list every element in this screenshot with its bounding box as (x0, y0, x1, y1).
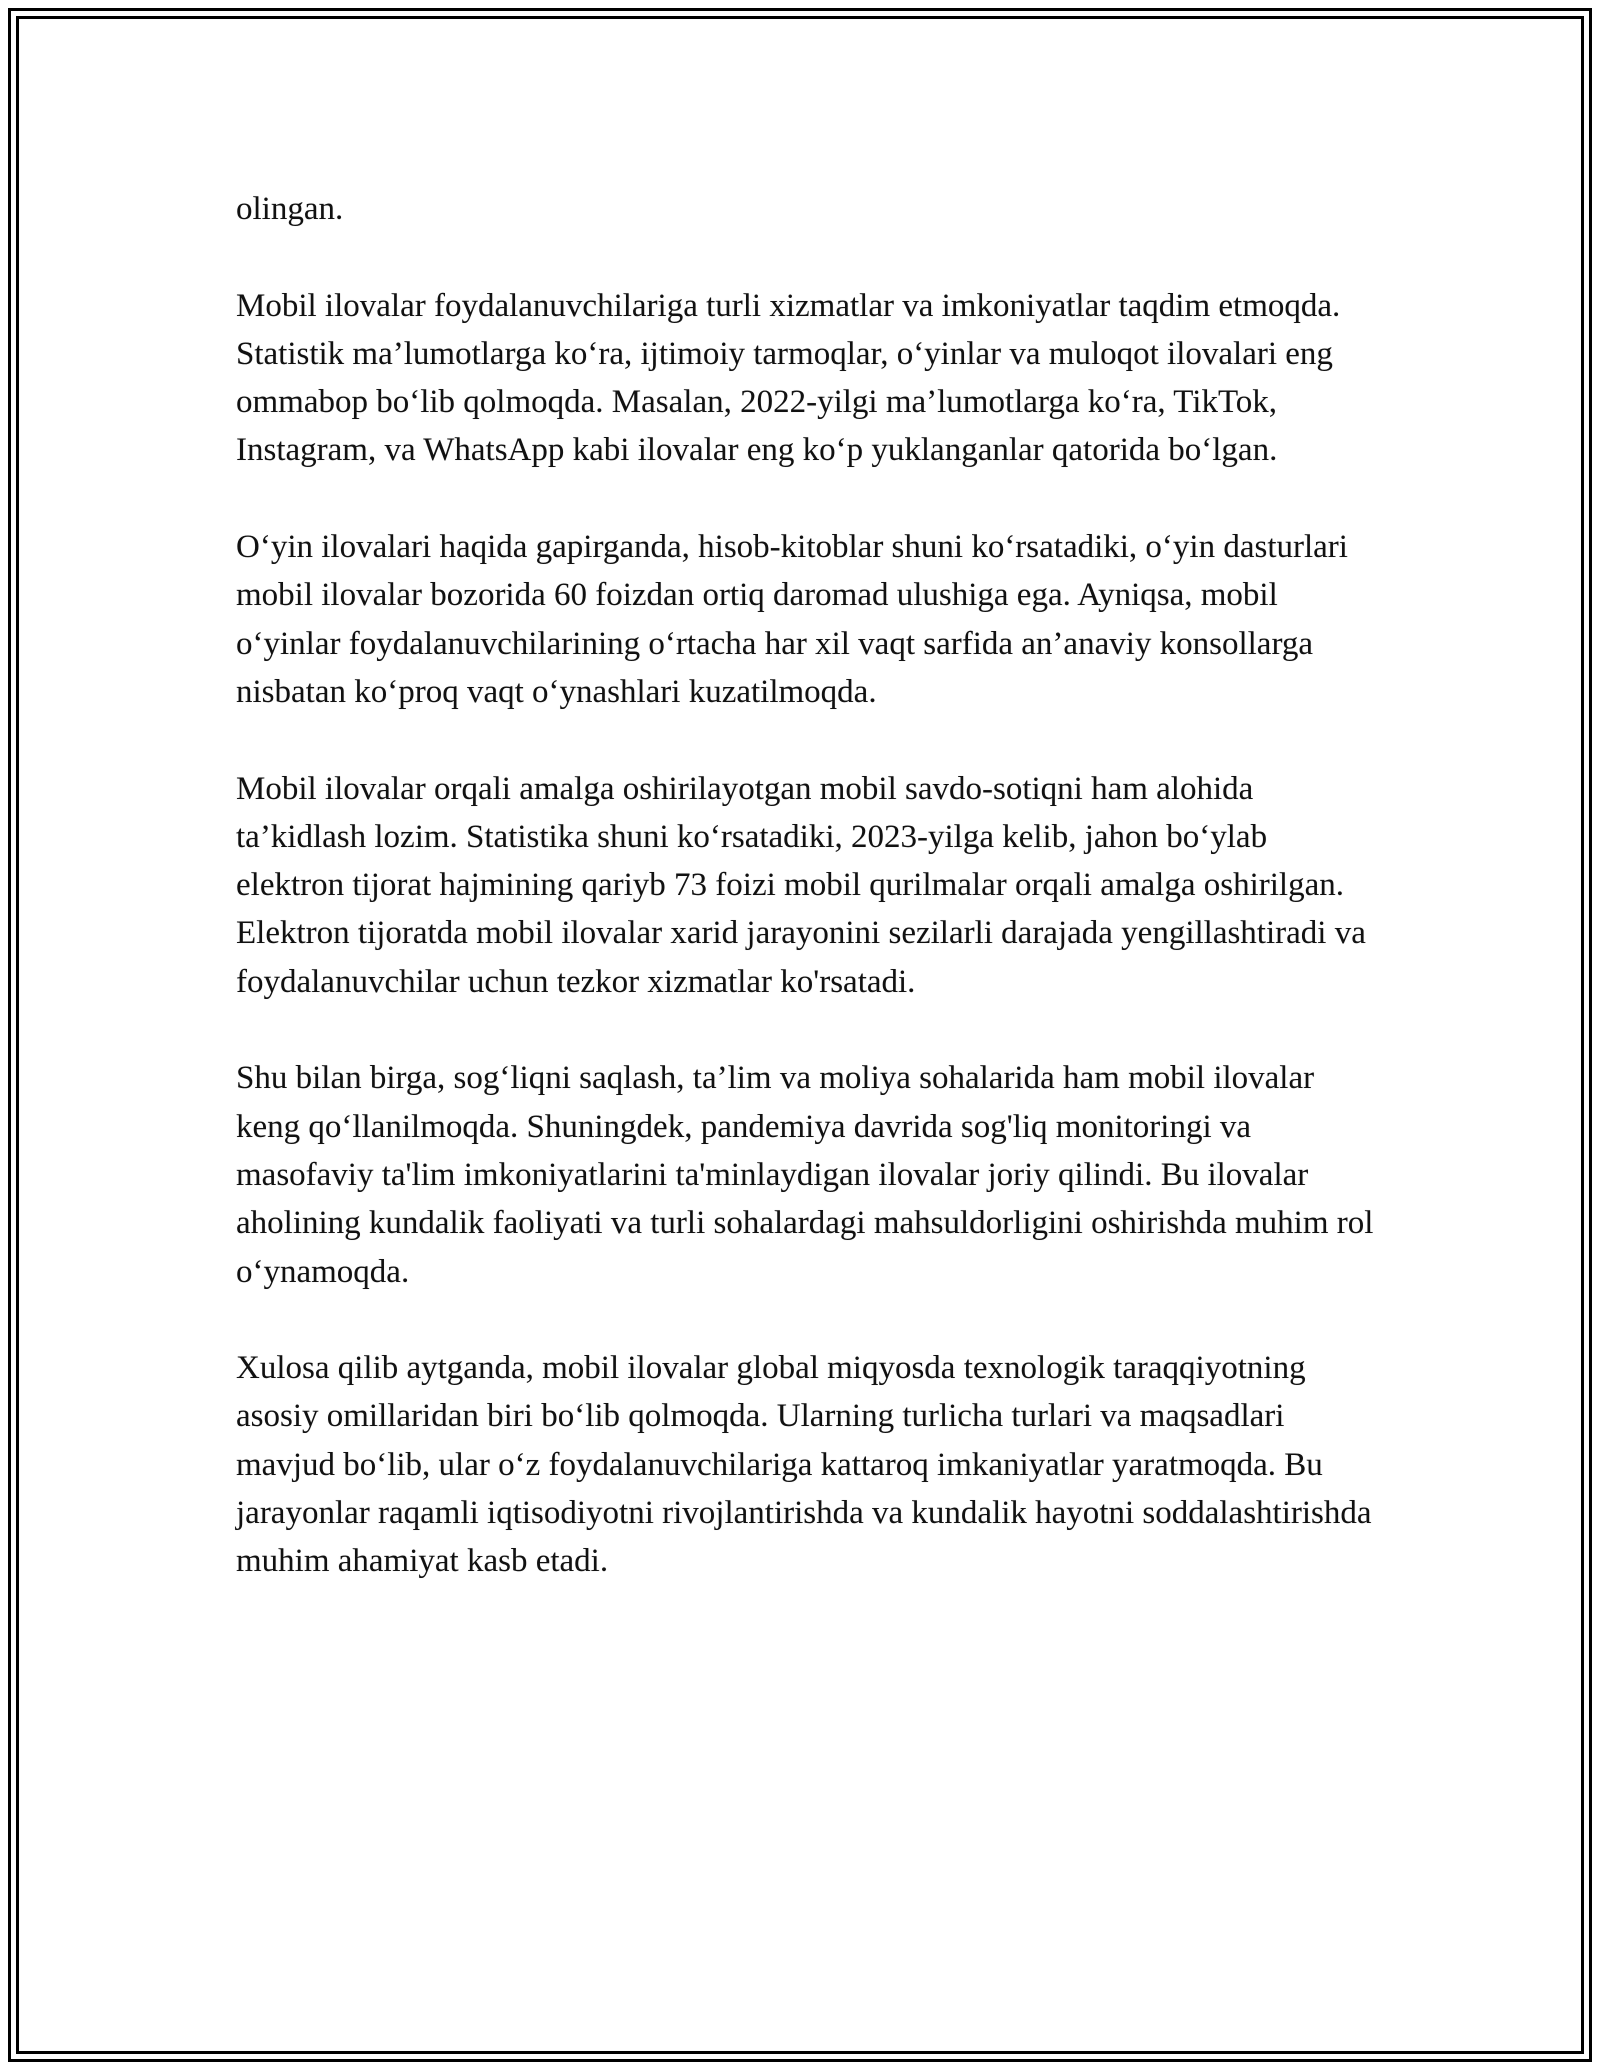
paragraph-continuation: olingan. (236, 191, 344, 227)
paragraph-game-apps: O‘yin ilovalari haqida gapirganda, hisob-kitoblar shuni ko‘rsatadiki, o‘yin dasturlari mobil ilovalar bozorida 60 foizdan ortiq daromad ulushiga ega. Ayniqsa, mobil o‘yinlar foydalanuvchilarining o‘rtacha har xil vaqt sarfida an’anaviy konsollarga nisbatan ko‘proq vaqt o‘ynashlari kuzatilmoqda. (236, 529, 1348, 710)
paragraph-conclusion: Xulosa qilib aytganda, mobil ilovalar global miqyosda texnologik taraqqiyotning asosiy omillaridan biri bo‘lib qolmoqda. Ularning turlicha turlari va maqsadlari mavjud bo‘lib, ular o‘z foydalanuvchilariga kattaroq imkaniyatlar yaratmoqda. Bu jarayonlar raqamli iqtisodiyotni rivojlantirishda va kundalik hayotni soddalashtirishda muhim ahamiyat kasb etadi. (236, 1350, 1372, 1580)
document-body (236, 185, 1376, 1634)
paragraph-health-education-finance: Shu bilan birga, sog‘liqni saqlash, ta’lim va moliya sohalarida ham mobil ilovalar keng qo‘llanilmoqda. Shuningdek, pandemiya davrida sog'liq monitoringi va masofaviy ta'lim imkoniyatlarini ta'minlaydigan ilovalar joriy qilindi. Bu ilovalar aholining kundalik faoliyati va turli sohalardagi mahsuldorligini oshirishda muhim rol o‘ynamoqda. (236, 1060, 1374, 1290)
paragraph-mobile-apps-services: Mobil ilovalar foydalanuvchilariga turli xizmatlar va imkoniyatlar taqdim etmoqda. Statistik ma’lumotlarga ko‘ra, ijtimoiy tarmoqlar, o‘yinlar va muloqot ilovalari eng ommabop bo‘lib qolmoqda. Masalan, 2022-yilgi ma’lumotlarga ko‘ra, TikTok, Instagram, va WhatsApp kabi ilovalar eng ko‘p yuklanganlar qatorida bo‘lgan. (236, 287, 1341, 469)
paragraph-mobile-commerce: Mobil ilovalar orqali amalga oshirilayotgan mobil savdo-sotiqni ham alohida ta’kidlash lozim. Statistika shuni ko‘rsatadiki, 2023-yilga kelib, jahon bo‘ylab elektron tijorat hajmining qariyb 73 foizi mobil qurilmalar orqali amalga oshirilgan. Elektron tijoratda mobil ilovalar xarid jarayonini sezilarli darajada yengillashtiradi va foydalanuvchilar uchun tezkor xizmatlar ko'rsatadi. (236, 770, 1366, 1000)
